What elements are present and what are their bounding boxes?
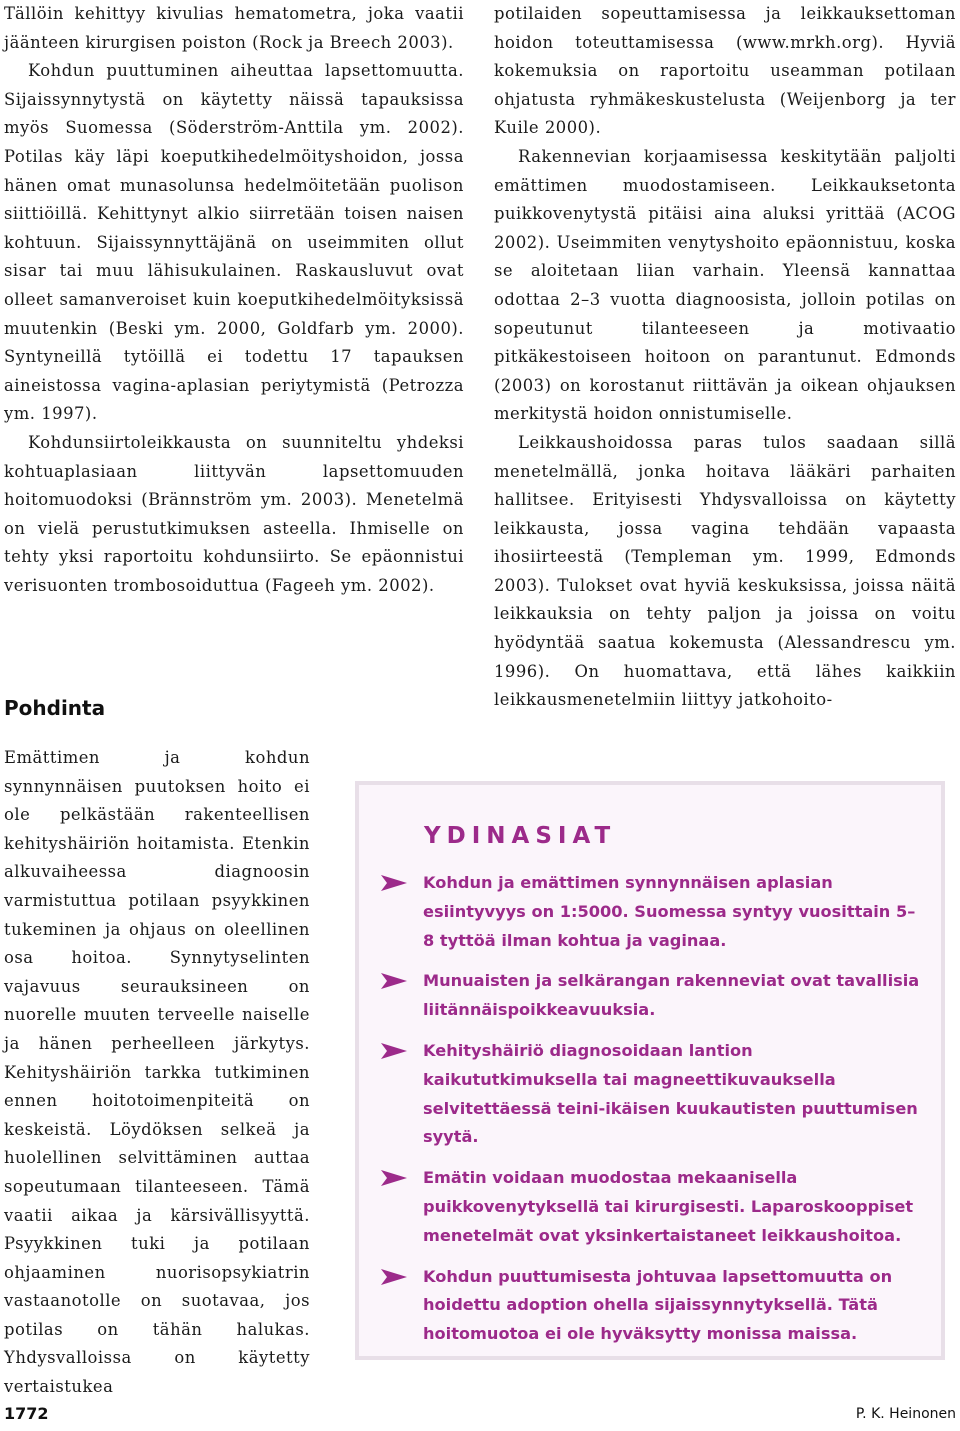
key-point-text: Emätin voidaan muodostaa mekaanisella puikkovenytyksellä tai kirurgisesti. Laparoskooppiset menetelmät ovat yksinkertaistaneet leikkaushoitoa.: [423, 1168, 914, 1245]
key-point-item: [381, 1164, 921, 1250]
arrow-bullet-icon: [381, 1043, 407, 1059]
key-point-text: Kohdun puuttumisesta johtuvaa lapsettomuutta on hoidettu adoption ohella sijaissynnytyksellä. Tätä hoitomuotoa ei ole hyväksytty monissa maissa.: [423, 1266, 893, 1344]
key-point-item: [381, 869, 921, 955]
key-point-text: Munuaisten ja selkärangan rakenneviat ovat tavallisia liitännäispoikkeavuuksia.: [423, 971, 920, 1020]
arrow-bullet-icon: [381, 1269, 407, 1285]
key-point-item: [381, 1037, 921, 1152]
paragraph: potilaiden sopeuttamisessa ja leikkauksettoman hoidon toteuttamisessa (www.mrkh.org). Hyviä kokemuksia on raportoitu useamman potilaan ohjatusta ryhmäkeskustelusta (Weijenborg ja ter Kuile 2000).: [494, 4, 956, 138]
arrow-bullet-icon: [381, 1170, 407, 1186]
paragraph: Emättimen ja kohdun synnynnäisen puutoksen hoito ei ole pelkästään rakenteellisen kehityshäiriön hoitamista. Etenkin alkuvaiheessa diagnoosin varmistuttua potilaan psyykkinen tukeminen ja ohjaus on oleellinen osa hoitoa. Synnytyselinten vajavuus seurauksineen on nuorelle muuten terveelle naiselle ja hänen perheelleen järkytys. Kehityshäiriön tarkka tutkiminen ennen hoitotoimenpiteitä on keskeistä. Löydöksen selkeä ja huolellinen selvittäminen auttaa sopeutumaan tilanteeseen. Tämä vaatii aikaa ja kärsivällisyyttä. Psyykkinen tuki ja potilaan ohjaaminen nuorisopsykiatrin vastaanotolle on suotavaa, jos potilas on tähän halukas. Yhdysvalloissa on käytetty vertaistukea: [4, 748, 310, 1397]
key-point-text: Kehityshäiriö diagnosoidaan lantion kaikututkimuksella tai magneettikuvauksella selvitettäessä teini-ikäisen kuukautisten puuttumisen syytä.: [423, 1040, 918, 1147]
arrow-bullet-icon: [381, 875, 407, 891]
key-points-title: YDINASIAT: [424, 823, 617, 849]
key-point-item: [381, 1263, 921, 1349]
right-column: [494, 0, 956, 715]
key-point-item: [381, 967, 921, 1025]
section-heading: Pohdinta: [4, 696, 106, 720]
left-column-top: [4, 0, 464, 600]
page-number: 1772: [4, 1404, 49, 1423]
paragraph: Leikkaushoidossa paras tulos saadaan sillä menetelmällä, jonka hoitava lääkäri parhaiten hallitsee. Erityisesti Yhdysvalloissa on käytetty leikkausta, jossa vagina tehdään vapaasta ihosiirteestä (Templeman ym. 1999, Edmonds 2003). Tulokset ovat hyviä keskuksissa, joissa näitä leikkauksia on tehty paljon ja joissa on voitu hyödyntää saatua kokemusta (Alessandrescu ym. 1996). On huomattava, että lähes kaikkiin leikkausmenetelmiin liittyy jatkohoito-: [494, 432, 956, 710]
left-column-bottom: [4, 744, 310, 1402]
arrow-bullet-icon: [381, 973, 407, 989]
author-name: P. K. Heinonen: [855, 1406, 956, 1422]
paragraph: Kohdunsiirtoleikkausta on suunniteltu yhdeksi kohtuaplasiaan liittyvän lapsettomuuden hoitomuodoksi (Brännström ym. 2003). Menetelmä on vielä perustutkimuksen asteella. Ihmiselle on tehty yksi raportoitu kohdunsiirto. Se epäonnistui verisuonten trombosoiduttua (Fageeh ym. 2002).: [4, 432, 464, 595]
paragraph: Tällöin kehittyy kivulias hematometra, joka vaatii jäänteen kirurgisen poiston (Rock ja Breech 2003).: [4, 4, 464, 52]
key-point-text: Kohdun ja emättimen synnynnäisen aplasian esiintyvyys on 1:5000. Suomessa syntyy vuosittain 5–8 tyttöä ilman kohtua ja vaginaa.: [423, 873, 916, 950]
key-points-list: [381, 869, 921, 1361]
paragraph: Rakennevian korjaamisessa keskitytään paljolti emättimen muodostamiseen. Leikkauksetonta puikkovenytystä pitäisi aina aluksi yrittää (ACOG 2002). Useimmiten venytyshoito epäonnistuu, koska se aloitetaan liian varhain. Yleensä kannattaa odottaa 2–3 vuotta diagnoosista, jolloin potilas on sopeutunut tilanteeseen ja motivaatio pitkäkestoiseen hoitoon on parantunut. Edmonds (2003) on korostanut riittävän ja oikean ohjauksen merkitystä hoidon onnistumiselle.: [494, 146, 956, 424]
key-points-box: [355, 781, 945, 1360]
paragraph: Kohdun puuttuminen aiheuttaa lapsettomuutta. Sijaissynnytystä on käytetty näissä tapauksissa myös Suomessa (Söderström-Anttila ym. 2002). Potilas käy läpi koeputkihedelmöityshoidon, jossa hänen omat munasolunsa hedelmöitetään puolison siittiöillä. Kehittynyt alkio siirretään toisen naisen kohtuun. Sijaissynnyttäjänä on useimmiten ollut sisar tai muu lähisukulainen. Raskausluvut ovat olleet samanveroiset kuin koeputkihedelmöityksissä muutenkin (Beski ym. 2000, Goldfarb ym. 2000). Syntyneillä tytöillä ei todettu 17 tapauksen aineistossa vagina-aplasian periytymistä (Petrozza ym. 1997).: [4, 61, 464, 424]
